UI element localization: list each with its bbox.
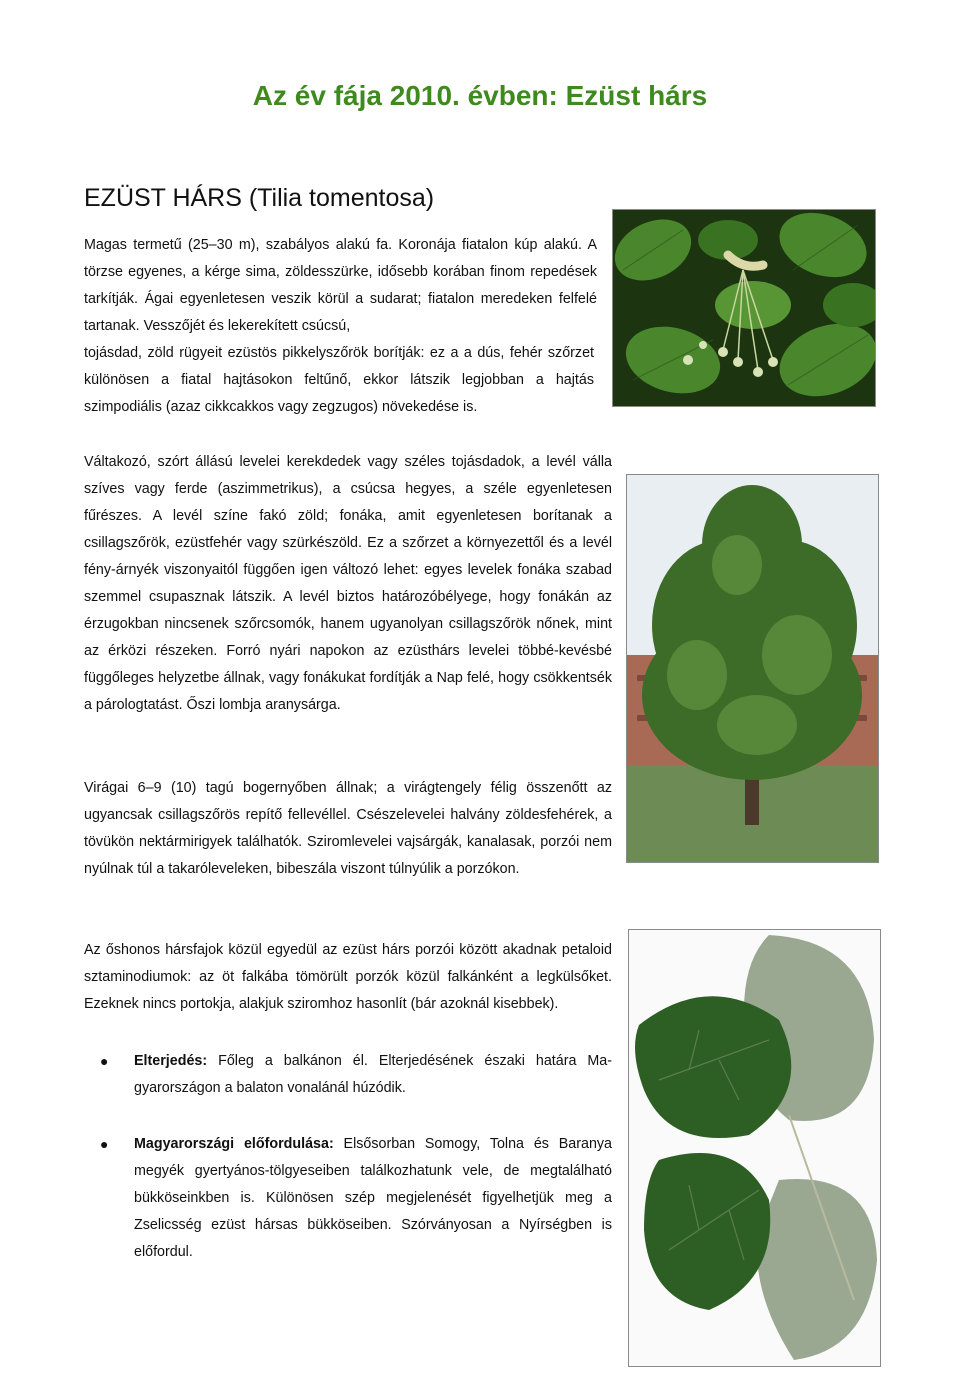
text-span: Forró nyári napokon az ezüsthárs levelei többé-kevésbé függőleges helyzetbe állnak, vagy fonákukat fordítják a Nap felé, hogy csökkentsék a párologtatást. <box>84 643 612 713</box>
leaves-illustration <box>629 930 880 1366</box>
text-span: A levél biztos határozóbélyege, hogy fonákán az érzugokban nincsenek szőrcsomók, hanem ugyanolyan csillagszőrök nőnek, mint az érközi részeken. <box>84 589 612 659</box>
page-title: Az év fája 2010. évben: Ezüst hárs <box>252 80 708 111</box>
list-item <box>84 1048 612 1102</box>
list-item <box>84 1131 612 1266</box>
tree-illustration <box>627 475 878 862</box>
branch-illustration <box>613 210 875 406</box>
bullet-list-hungary <box>84 1131 612 1266</box>
text-span: Őszi lombja aranysárga. <box>182 697 341 713</box>
photo-tree <box>626 474 879 863</box>
bullet-label: Elterjedés: <box>134 1053 208 1069</box>
photo-leaves <box>628 929 881 1367</box>
paragraph-text: tojásdad, zöld rügyeit ezüstös pikkelyszőrök borítják: ez a a dús, fehér szőrzet különösen a fiatal hajtásokon feltűnő, ekkor látszik legjobban a hajtás szimpodiális (azaz cikkcakkos vagy zegzugos) növekedése is. <box>84 345 594 415</box>
paragraph-flowers: Virágai 6–9 (10) tagú bogernyőben állnak; a virágtengely félig összenőtt az ugyancsak csillagszőrös repítő fellevéllel. Csészelevelei halvány zöldesfehérek, a tövükön nektármirigyek találhatók. Sziromlevelei vajsárgák, kanalasak, porzói nem nyúlnak túl a takaróleveleken, bibeszála viszont túlnyúlik a porzókon. <box>84 780 612 877</box>
bullet-text: Elsősorban Somogy, Tolna és Baranya megyék gyertyános-tölgyeseiben találkozhatunk vele, de megtalálható bükköseinkben is. Különösen szép megjelenését figyelhetjük meg a Zselicsség ezüst hársas bükköseiben. Szórványosan a Nyírségben is előfordul. <box>134 1136 613 1260</box>
paragraph-leaves <box>84 449 612 719</box>
text-span: Ez a szőrzet a környezettől és a levél fény-árnyék viszonyaitól függően igen változó lehet: egyes levelek fonáka szabad szemmel csupasznak látszik. <box>84 535 613 605</box>
bullet-label: Magyarországi előfordulása: <box>134 1136 334 1152</box>
section-heading: EZÜST HÁRS (Tilia tomentosa) <box>84 184 435 212</box>
text-span: Magas termetű (25–30 m), szabályos alakú fa. Koronája fiatalon kúp alakú. A törzse egyenes, a kérge sima, zöldesszürke, idősebb korában finom repedések tarkítják. Ágai egyenletesen veszik körül a sudarat; fiatalon meredeken felfelé tartanak. <box>84 237 597 334</box>
photo-flowering-branch <box>612 209 876 407</box>
bullet-text: Főleg a balkánon él. Elterjedésének északi határa Magyarországon a balaton vonalánál húzódik. <box>134 1053 612 1096</box>
text-span: Váltakozó, szórt állású levelei kerekdedek vagy széles tojásdadok, a levél válla szíves vagy ferde (aszimmetrikus), a csúcsa hegyes, a széle egyenletesen fűrészes. A levél színe fakó zöld; fonáka, amit egyenletesen borítanak a csillagszőrök, ezüstfehér vagy szürkészöld. <box>84 454 612 551</box>
paragraph-text <box>84 232 597 340</box>
paragraph-tree-description <box>84 232 597 421</box>
paragraph-stamens: Az őshonos hársfajok közül egyedül az ezüst hárs porzói között akadnak petaloid sztaminodiumok: az öt falkába tömörült porzók közül falkánként a legkülsőket. Ezeknek nincs portokja, alakjuk sziromhoz hasonlít (bár azoknál kisebbek). <box>84 942 612 1012</box>
bullet-list-distribution <box>84 1048 612 1102</box>
bullet-icon: ● <box>100 1053 109 1069</box>
text-span: Vesszőjét és lekerekített csúcsú, <box>139 318 351 334</box>
bullet-icon: ● <box>100 1136 109 1152</box>
